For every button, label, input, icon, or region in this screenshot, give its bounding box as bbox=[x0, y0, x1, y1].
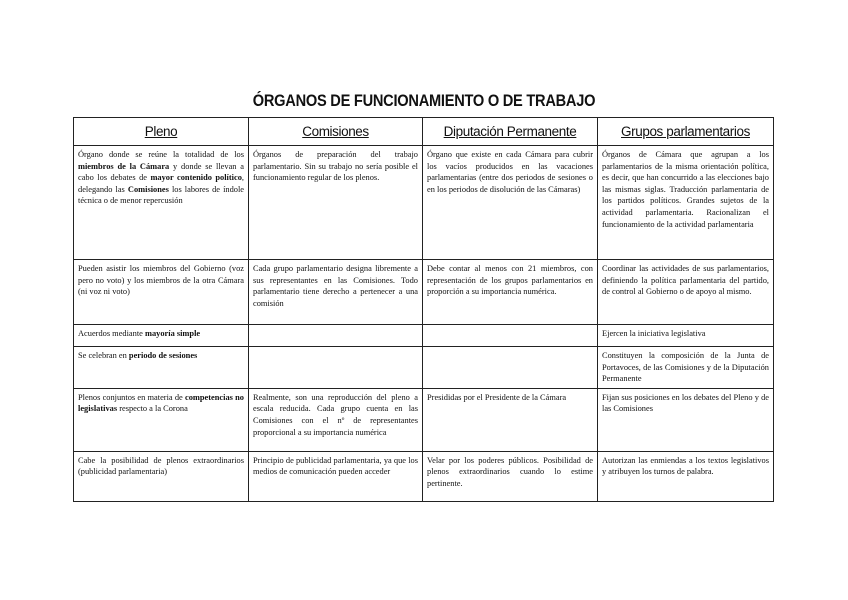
header-grupos-parlamentarios: Grupos parlamentarios bbox=[598, 118, 774, 146]
cell-comisiones: Realmente, son una reproducción del pleno a escala reducida. Cada grupo cuenta en las Comisiones con el nº de representantes proporcional a su importancia numérica bbox=[249, 388, 423, 451]
cell-pleno: Órgano donde se reúne la totalidad de los miembros de la Cámara y donde se llevan a cabo los debates de mayor contenido político, delegando las Comisiones los labores de índole técnica o de menor repercusión bbox=[74, 146, 249, 260]
cell-diputacion: Presididas por el Presidente de la Cámara bbox=[423, 388, 598, 451]
cell-diputacion: Debe contar al menos con 21 miembros, con representación de los grupos parlamentarios en proporción a su importancia numérica. bbox=[423, 260, 598, 325]
header-row bbox=[74, 118, 774, 146]
cell-grupos: Fijan sus posiciones en los debates del Pleno y de las Comisiones bbox=[598, 388, 774, 451]
cell-grupos: Constituyen la composición de la Junta de Portavoces, de las Comisiones y de la Diputación Permanente bbox=[598, 347, 774, 389]
header-pleno: Pleno bbox=[74, 118, 249, 146]
table-row bbox=[74, 451, 774, 501]
cell-diputacion bbox=[423, 347, 598, 389]
cell-diputacion: Órgano que existe en cada Cámara para cubrir los vacíos producidos en las vacaciones parlamentarias (entre dos periodos de sesiones o en los periodos de disolución de las Cámaras) bbox=[423, 146, 598, 260]
cell-pleno: Pueden asistir los miembros del Gobierno (voz pero no voto) y los miembros de la otra Cámara (ni voz ni voto) bbox=[74, 260, 249, 325]
organos-table bbox=[73, 117, 774, 502]
cell-pleno: Se celebran en periodo de sesiones bbox=[74, 347, 249, 389]
table-row bbox=[74, 260, 774, 325]
cell-comisiones: Cada grupo parlamentario designa libremente a sus representantes en las Comisiones. Todo parlamentario tiene derecho a pertenecer a una comisión bbox=[249, 260, 423, 325]
cell-diputacion bbox=[423, 325, 598, 347]
table-row bbox=[74, 347, 774, 389]
cell-pleno: Cabe la posibilidad de plenos extraordinarios (publicidad parlamentaria) bbox=[74, 451, 249, 501]
cell-pleno: Plenos conjuntos en materia de competencias no legislativas respecto a la Corona bbox=[74, 388, 249, 451]
table-row bbox=[74, 146, 774, 260]
cell-comisiones: Principio de publicidad parlamentaria, ya que los medios de comunicación pueden acceder bbox=[249, 451, 423, 501]
cell-grupos: Coordinar las actividades de sus parlamentarios, definiendo la política parlamentaria del partido, de control al Gobierno o de apoyo al mismo. bbox=[598, 260, 774, 325]
cell-grupos: Órganos de Cámara que agrupan a los parlamentarios de la misma orientación política, es decir, que han concurrido a las elecciones bajo las mismas siglas. Traducción parlamentaria de los partidos políticos. Grandes sujetos de la actividad parlamentaria. Racionalizan el funcionamiento de la actividad parlamentaria bbox=[598, 146, 774, 260]
cell-grupos: Ejercen la iniciativa legislativa bbox=[598, 325, 774, 347]
table-row bbox=[74, 388, 774, 451]
cell-comisiones: Órganos de preparación del trabajo parlamentario. Sin su trabajo no sería posible el funcionamiento regular de los plenos. bbox=[249, 146, 423, 260]
header-diputacion-permanente: Diputación Permanente bbox=[423, 118, 598, 146]
header-comisiones: Comisiones bbox=[249, 118, 423, 146]
cell-diputacion: Velar por los poderes públicos. Posibilidad de plenos extraordinarios cuando lo estime pertinente. bbox=[423, 451, 598, 501]
cell-pleno: Acuerdos mediante mayoría simple bbox=[74, 325, 249, 347]
table-row bbox=[74, 325, 774, 347]
page-title: ÓRGANOS DE FUNCIONAMIENTO O DE TRABAJO bbox=[252, 91, 596, 110]
cell-grupos: Autorizan las enmiendas a los textos legislativos y atribuyen los turnos de palabra. bbox=[598, 451, 774, 501]
cell-comisiones bbox=[249, 325, 423, 347]
cell-comisiones bbox=[249, 347, 423, 389]
